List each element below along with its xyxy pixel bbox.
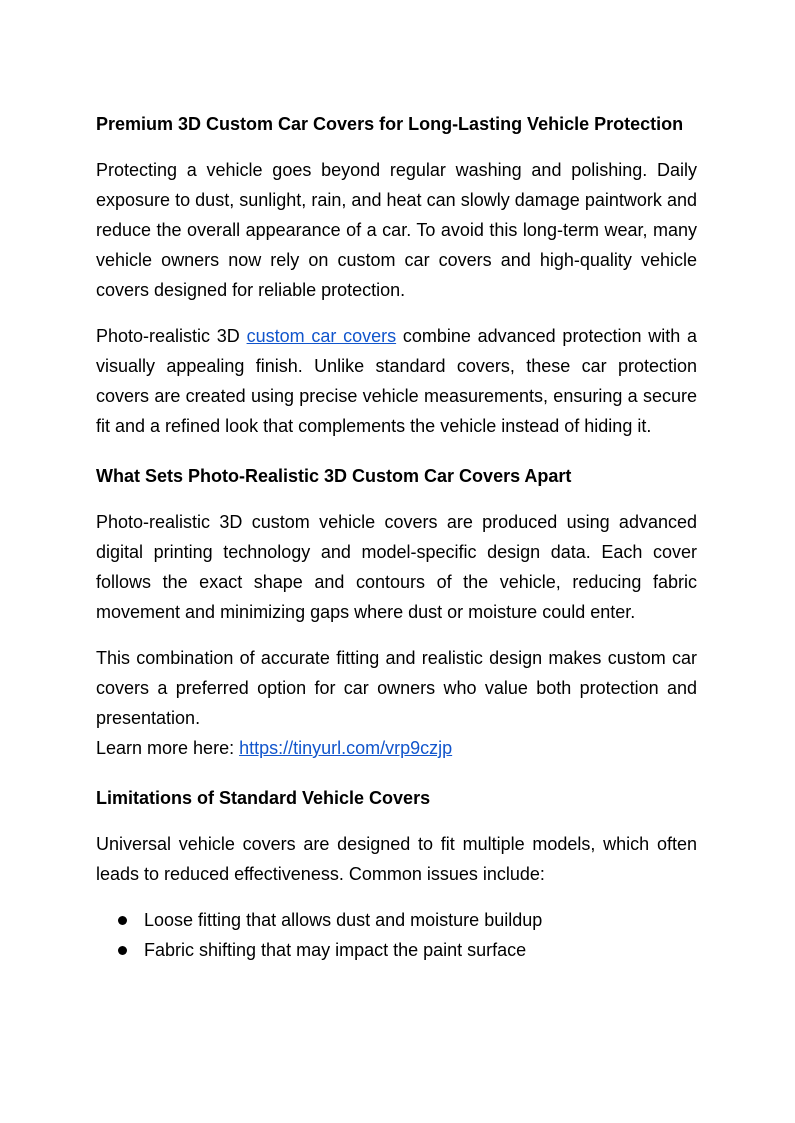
custom-car-covers-link[interactable]: custom car covers [246, 326, 397, 346]
learn-more-link[interactable]: https://tinyurl.com/vrp9czjp [239, 738, 453, 758]
heading-limitations: Limitations of Standard Vehicle Covers [96, 788, 431, 808]
paragraph-text-before-link: Photo-realistic 3D [96, 326, 247, 346]
paragraph-combination: This combination of accurate fitting and realistic design makes custom car covers a preferred option for car owners who value both protection and presentation. [96, 648, 697, 728]
learn-more-label: Learn more here: [96, 738, 240, 758]
heading-what-sets-apart: What Sets Photo-Realistic 3D Custom Car Covers Apart [96, 466, 572, 486]
issues-list [96, 905, 697, 965]
paragraph-universal-covers: Universal vehicle covers are designed to fit multiple models, which often leads to reduced effectiveness. Common issues include: [96, 834, 697, 884]
list-item-text: Fabric shifting that may impact the paint surface [144, 940, 527, 960]
paragraph-production: Photo-realistic 3D custom vehicle covers are produced using advanced digital printing technology and model-specific design data. Each cover follows the exact shape and contours of the vehicle, reducing fabric movement and minimizing gaps where dust or moisture could enter. [96, 512, 697, 622]
list-item [96, 935, 697, 965]
learn-more-line [96, 733, 697, 763]
list-item [96, 905, 697, 935]
paragraph-photo-realistic [96, 321, 697, 441]
document-page [96, 109, 697, 965]
list-item-text: Loose fitting that allows dust and moisture buildup [144, 910, 543, 930]
paragraph-intro: Protecting a vehicle goes beyond regular washing and polishing. Daily exposure to dust, sunlight, rain, and heat can slowly damage paintwork and reduce the overall appearance of a car. To avoid this long-term wear, many vehicle owners now rely on custom car covers and high-quality vehicle covers designed for reliable protection. [96, 160, 697, 300]
bullet-icon [118, 916, 127, 925]
bullet-icon [118, 946, 127, 955]
paragraph-text-after-link: combine advanced protection with a visually appealing finish. Unlike standard covers, these car protection covers are created using precise vehicle measurements, ensuring a secure fit and a refined look that complements the vehicle instead of hiding it. [96, 326, 697, 436]
heading-premium-covers: Premium 3D Custom Car Covers for Long-Lasting Vehicle Protection [96, 114, 684, 134]
